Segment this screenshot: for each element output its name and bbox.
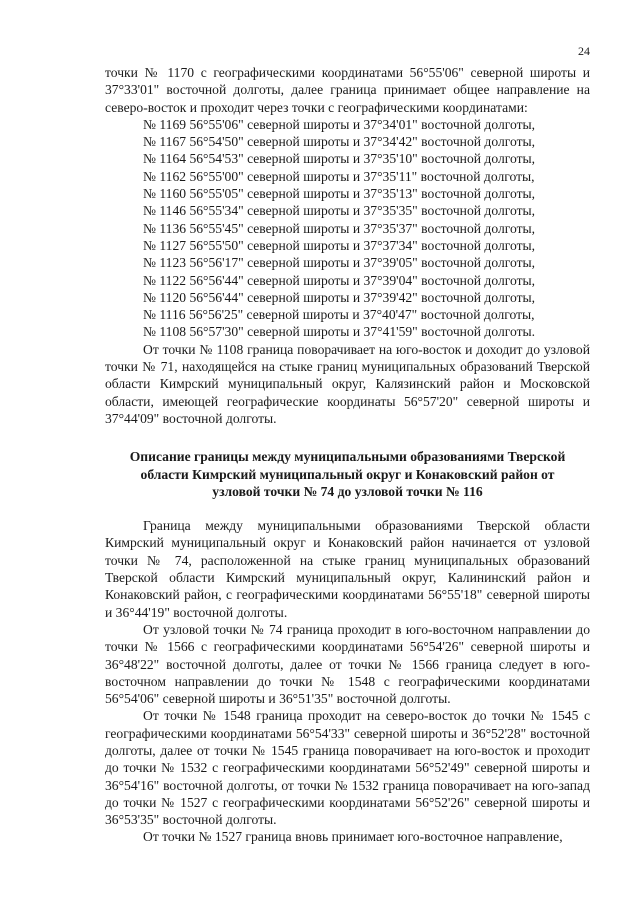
- coordinate-point: № 1116 56°56'25" северной широты и 37°40'47" восточной долготы,: [143, 307, 535, 323]
- coordinate-point: № 1123 56°56'17" северной широты и 37°39'05" восточной долготы,: [143, 255, 536, 271]
- section-heading: Описание границы между муниципальными образованиями Тверской области Кимрский муниципальный округ и Конаковский район от узловой точки № 74 до узловой точки № 116: [129, 449, 566, 499]
- page-number: 24: [578, 44, 590, 58]
- coordinate-point: № 1164 56°54'53" северной широты и 37°35'10" восточной долготы,: [143, 151, 536, 167]
- section-paragraph: От точки № 1548 граница проходит на северо-восток до точки № 1545 с географическими координатами 56°54'33" северной широты и 36°52'28" восточной долготы, далее от точки № 1545 граница поворачивает на юго-восток и проходит до точки № 1532 с географическими координатами 56°52'49" северной широты и 36°54'16" восточной долготы, от точки № 1532 граница поворачивает на юго-запад до точки № 1527 с географическими координатами 56°52'26" северной широты и 36°53'35" восточной долготы.: [105, 708, 590, 828]
- coordinate-point: № 1120 56°56'44" северной широты и 37°39'42" восточной долготы,: [143, 289, 536, 305]
- coordinate-point: № 1127 56°55'50" северной широты и 37°37'34" восточной долготы,: [143, 237, 536, 253]
- coordinate-point: № 1169 56°55'06" северной широты и 37°34'01" восточной долготы,: [143, 116, 536, 132]
- paragraph-after-points: От точки № 1108 граница поворачивает на юго-восток и доходит до узловой точки № 71, находящейся на стыке границ муниципальных образований Тверской области Кимрский муниципальный округ, Калязинский район и Московской области, имеющей географические координаты 56°57'20" северной широты и 37°44'09" восточной долготы.: [105, 341, 590, 426]
- intro-paragraph: точки № 1170 с географическими координатами 56°55'06" северной широты и 37°33'01" восточной долготы, далее граница принимает общее направление на северо-восток и проходит через точки с географическими координатами:: [105, 65, 590, 115]
- coordinate-point: № 1122 56°56'44" северной широты и 37°39'04" восточной долготы,: [143, 272, 536, 288]
- section-paragraph: От точки № 1527 граница вновь принимает юго-восточное направление,: [143, 829, 563, 845]
- section-paragraph: Граница между муниципальными образованиями Тверской области Кимрский муниципальный округ и Конаковский район начинается от узловой точки № 74, расположенной на стыке границ муниципальных образований Тверской области Кимрский муниципальный округ, Калининский район и Конаковский район, с географическими координатами 56°55'18" северной широты и 36°44'19" восточной долготы.: [105, 518, 590, 620]
- coordinate-point-list: [105, 116, 590, 341]
- coordinate-point: № 1160 56°55'05" северной широты и 37°35'13" восточной долготы,: [143, 186, 536, 202]
- coordinate-point: № 1162 56°55'00" северной широты и 37°35'11" восточной долготы,: [143, 168, 535, 184]
- coordinate-point: № 1146 56°55'34" северной широты и 37°35'35" восточной долготы,: [143, 203, 536, 219]
- section-paragraph: От узловой точки № 74 граница проходит в юго-восточном направлении до точки № 1566 с географическими координатами 56°54'26" северной широты и 36°48'22" восточной долготы, далее от точки № 1566 граница следует в юго-восточном направлении до точки № 1548 с географическими координатами 56°54'06" северной широты и 36°51'35" восточной долготы.: [105, 621, 590, 707]
- coordinate-point: № 1108 56°57'30" северной широты и 37°41'59" восточной долготы.: [143, 324, 536, 340]
- coordinate-point: № 1167 56°54'50" северной широты и 37°34'42" восточной долготы,: [143, 134, 536, 150]
- coordinate-point: № 1136 56°55'45" северной широты и 37°35'37" восточной долготы,: [143, 220, 536, 236]
